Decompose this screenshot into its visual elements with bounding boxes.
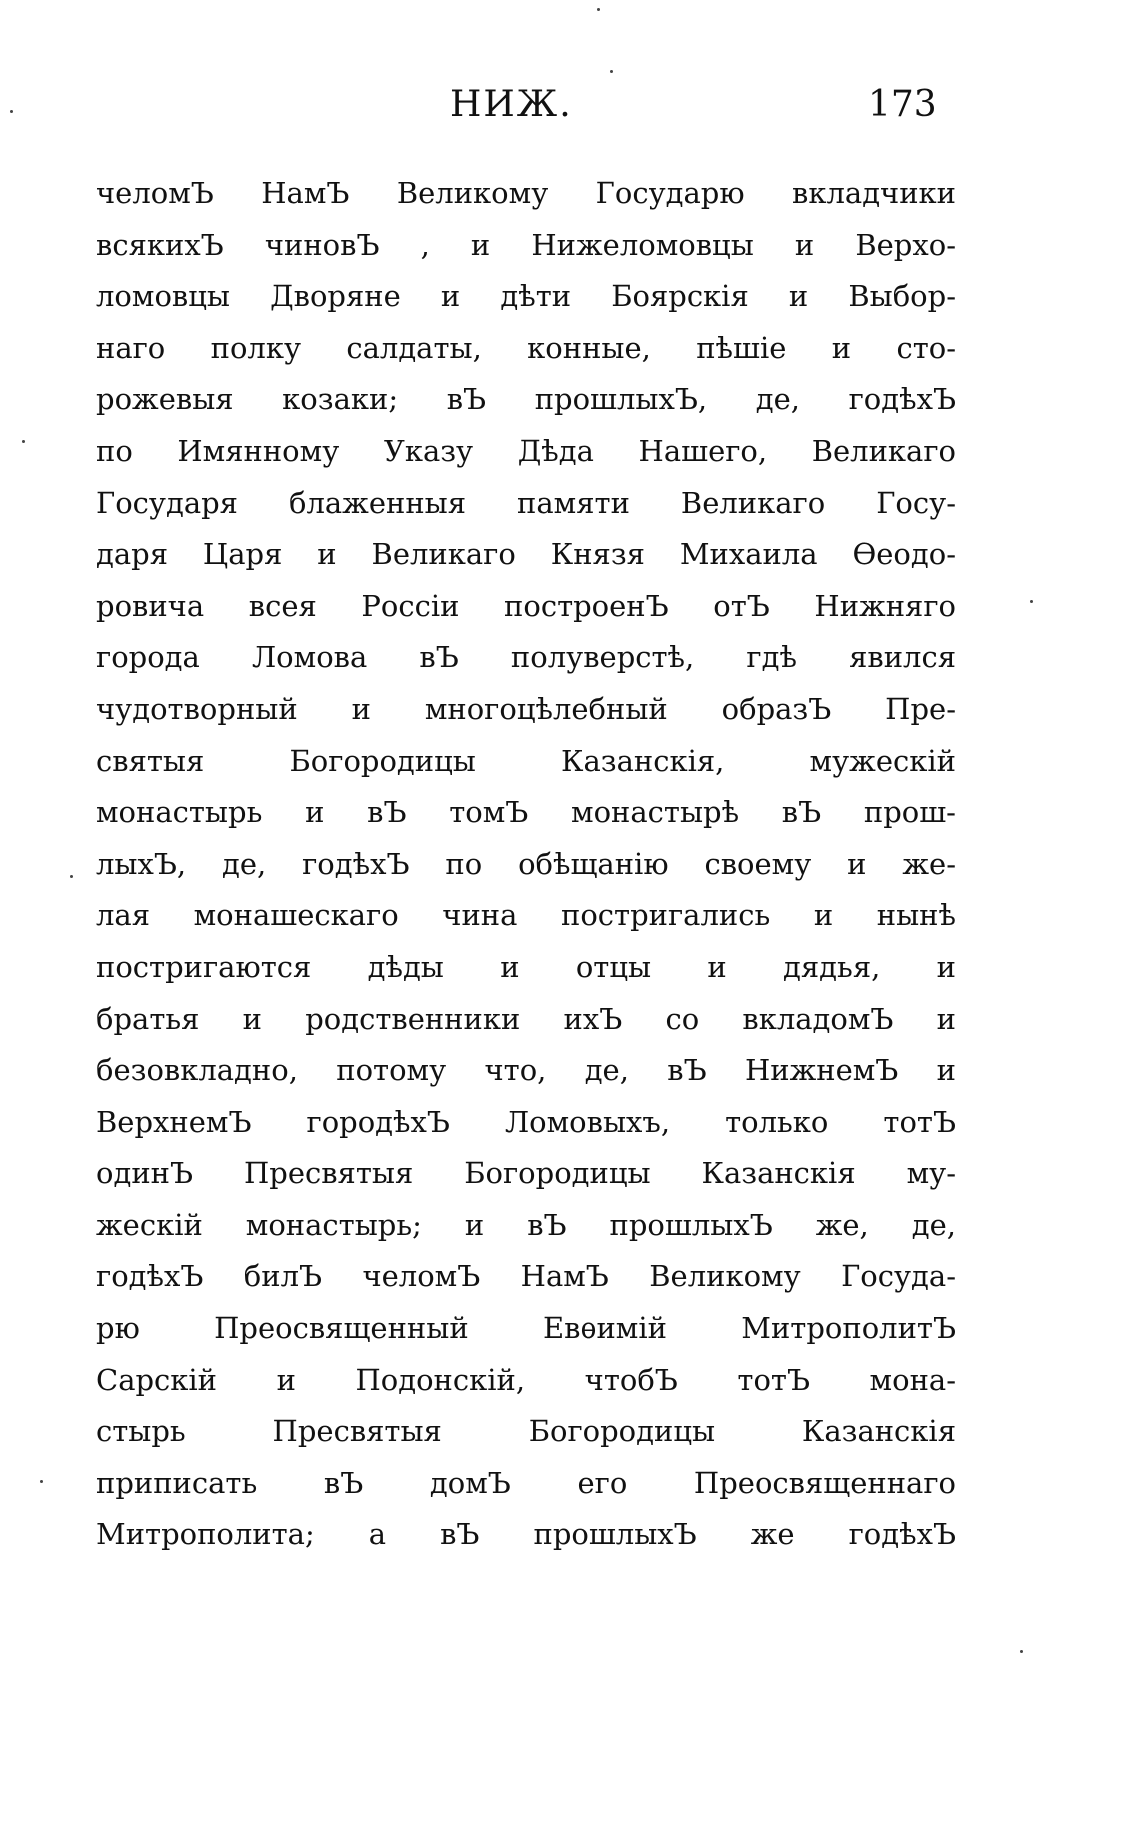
- text-line: годѣхЪ билЪ челомЪ НамЪ Великому Госуда-: [96, 1259, 956, 1294]
- text-line: рю Преосвященный Евѳимій МитрополитЪ: [96, 1311, 956, 1346]
- running-title: НИЖ.: [450, 84, 573, 125]
- text-line: монастырь и вЪ томЪ монастырѣ вЪ прош-: [96, 795, 956, 830]
- scan-speck: [70, 875, 73, 878]
- text-line: Митрополита; а вЪ прошлыхЪ же годѣхЪ: [96, 1517, 956, 1552]
- text-line: всякихЪ чиновЪ , и Нижеломовцы и Верхо-: [96, 227, 956, 262]
- page-number: 173: [868, 84, 937, 125]
- scan-speck: [10, 110, 13, 113]
- text-line: даря Царя и Великаго Князя Михаила Ѳеодо-: [96, 537, 956, 572]
- text-line: ровича всея Россіи построенЪ отЪ Нижняго: [96, 588, 956, 623]
- text-line: приписать вЪ домЪ его Преосвященнаго: [96, 1465, 956, 1500]
- text-line: постригаются дѣды и отцы и дядья, и: [96, 949, 956, 984]
- text-line: по Имянному Указу Дѣда Нашего, Великаго: [96, 433, 956, 468]
- text-line: братья и родственники ихЪ со вкладомЪ и: [96, 1001, 956, 1036]
- text-line: Сарскій и Подонскій, чтобЪ тотЪ мона-: [96, 1362, 956, 1397]
- text-line: лыхЪ, де, годѣхЪ по обѣщанію своему и же-: [96, 846, 956, 881]
- text-line: стырь Пресвятыя Богородицы Казанскія: [96, 1414, 956, 1449]
- text-line: наго полку салдаты, конные, пѣшіе и сто-: [96, 330, 956, 365]
- text-line: чудотворный и многоцѣлебный образЪ Пре-: [96, 691, 956, 726]
- scan-speck: [1030, 600, 1033, 603]
- scan-speck: [1020, 1650, 1023, 1653]
- scan-speck: [22, 440, 25, 443]
- scan-speck: [597, 8, 600, 11]
- text-line: челомЪ НамЪ Великому Государю вкладчики: [96, 176, 956, 210]
- scan-speck: [40, 1480, 43, 1483]
- text-line: безовкладно, потому что, де, вЪ НижнемЪ и: [96, 1053, 956, 1088]
- text-line: святыя Богородицы Казанскія, мужескій: [96, 743, 956, 778]
- text-line: ломовцы Дворяне и дѣти Боярскія и Выбор-: [96, 279, 956, 314]
- text-line: города Ломова вЪ полуверстѣ, гдѣ явился: [96, 640, 956, 675]
- text-line: жескій монастырь; и вЪ прошлыхЪ же, де,: [96, 1207, 956, 1242]
- text-line: ВерхнемЪ городѣхЪ Ломовыхъ, только тотЪ: [96, 1104, 956, 1139]
- text-line: лая монашескаго чина постригались и нынѣ: [96, 898, 956, 933]
- text-line: одинЪ Пресвятыя Богородицы Казанскія му-: [96, 1156, 956, 1191]
- text-line: Государя блаженныя памяти Великаго Госу-: [96, 485, 956, 520]
- text-line: рожевыя козаки; вЪ прошлыхЪ, де, годѣхЪ: [96, 382, 956, 417]
- body-text: [96, 168, 956, 1561]
- scan-speck: [610, 70, 613, 73]
